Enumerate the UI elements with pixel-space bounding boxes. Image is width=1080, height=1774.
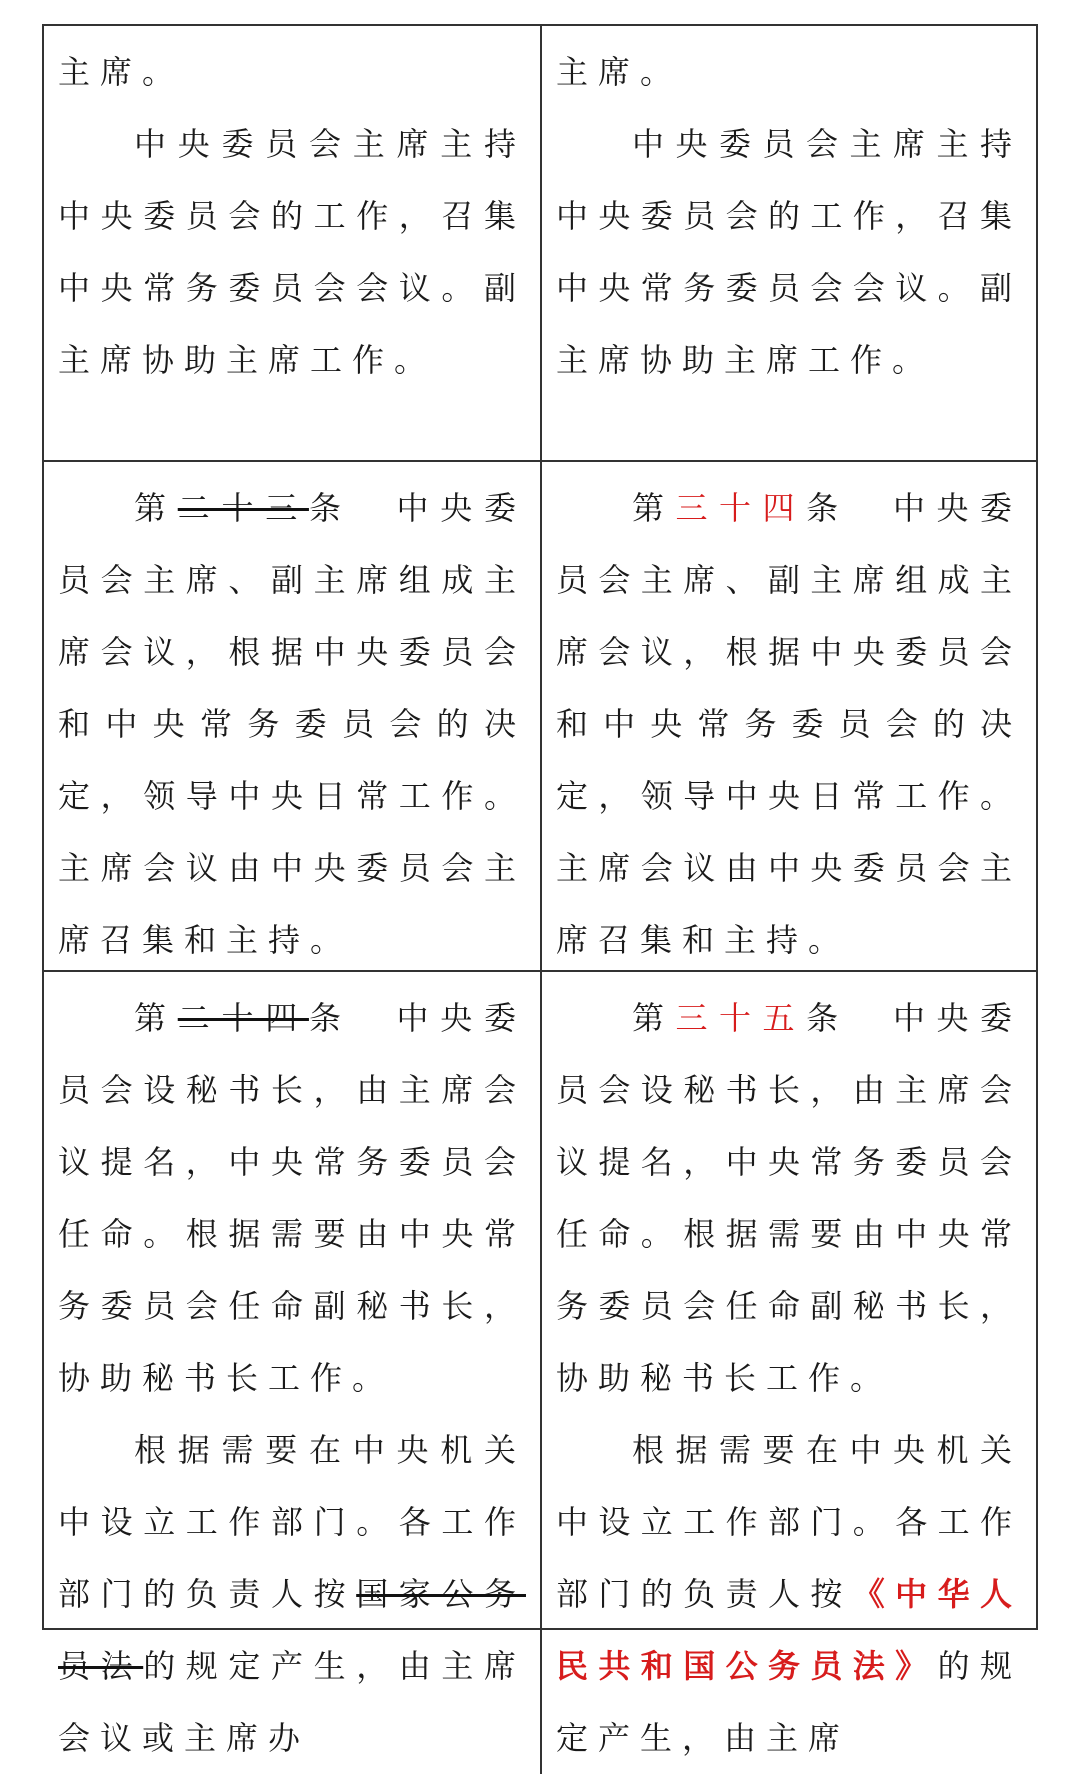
inserted-text: 《中华人民共和国公务员法》 <box>556 1575 1022 1685</box>
article-text: 中央委员会主席、副主席组成主席会议，根据中央委员会和中央常务委员会的决定，领导中央日常工作。主席会议由中央委员会主席召集和主持。 <box>556 489 1022 959</box>
article-suffix: 条 <box>308 999 353 1037</box>
cell-new-row1 <box>542 26 1036 462</box>
article-prefix: 第 <box>134 489 178 527</box>
article-text: 中央委员会设秘书长，由主席会议提名，中央常务委员会任命。根据需要由中央常务委员会任命副秘书长，协助秘书长工作。 <box>58 999 526 1397</box>
article-text: 中央委员会主席、副主席组成主席会议，根据中央委员会和中央常务委员会的决定，领导中央日常工作。主席会议由中央委员会主席召集和主持。 <box>58 489 526 959</box>
cell-old-row3 <box>44 972 542 1774</box>
deleted-text: 国家公务员法 <box>58 1575 526 1685</box>
paragraph <box>556 1414 1022 1774</box>
article-paragraph <box>556 982 1022 1414</box>
cell-new-row2 <box>542 462 1036 972</box>
paragraph: 中央委员会主席主持中央委员会的工作，召集中央常务委员会会议。副主席协助主席工作。 <box>556 125 1022 379</box>
article-suffix: 条 <box>308 489 353 527</box>
paragraph-text: 的规定产生，由主席 <box>556 1647 1022 1757</box>
deleted-article-number: 二十三 <box>177 489 309 527</box>
article-suffix: 条 <box>806 489 850 527</box>
deleted-article-number: 二十四 <box>177 999 309 1037</box>
cell-old-row1 <box>44 26 542 462</box>
comparison-table <box>42 24 1038 1757</box>
article-paragraph <box>58 472 526 976</box>
cell-old-row2 <box>44 462 542 972</box>
text-fragment: 主席。 <box>58 53 185 91</box>
article-prefix: 第 <box>632 999 676 1037</box>
article-text: 中央委员会设秘书长，由主席会议提名，中央常务委员会任命。根据需要由中央常务委员会任命副秘书长，协助秘书长工作。 <box>556 999 1022 1397</box>
article-paragraph <box>556 472 1022 976</box>
paragraph-text: 根据需要在中央机关中设立工作部门。各工作部门的负责人按 <box>58 1431 526 1613</box>
cell-new-row3 <box>542 972 1036 1774</box>
article-paragraph <box>58 982 526 1414</box>
article-prefix: 第 <box>632 489 676 527</box>
revised-article-number: 三十五 <box>675 999 807 1037</box>
paragraph-text: 根据需要在中央机关中设立工作部门。各工作部门的负责人按 <box>556 1431 1022 1613</box>
paragraph: 中央委员会主席主持中央委员会的工作，召集中央常务委员会会议。副主席协助主席工作。 <box>58 125 526 379</box>
paragraph-text: 的规定产生，由主席会议或主席办 <box>58 1647 526 1757</box>
article-prefix: 第 <box>134 999 178 1037</box>
revised-article-number: 三十四 <box>675 489 807 527</box>
article-suffix: 条 <box>806 999 850 1037</box>
text-fragment: 主席。 <box>556 53 683 91</box>
paragraph <box>58 1414 526 1774</box>
